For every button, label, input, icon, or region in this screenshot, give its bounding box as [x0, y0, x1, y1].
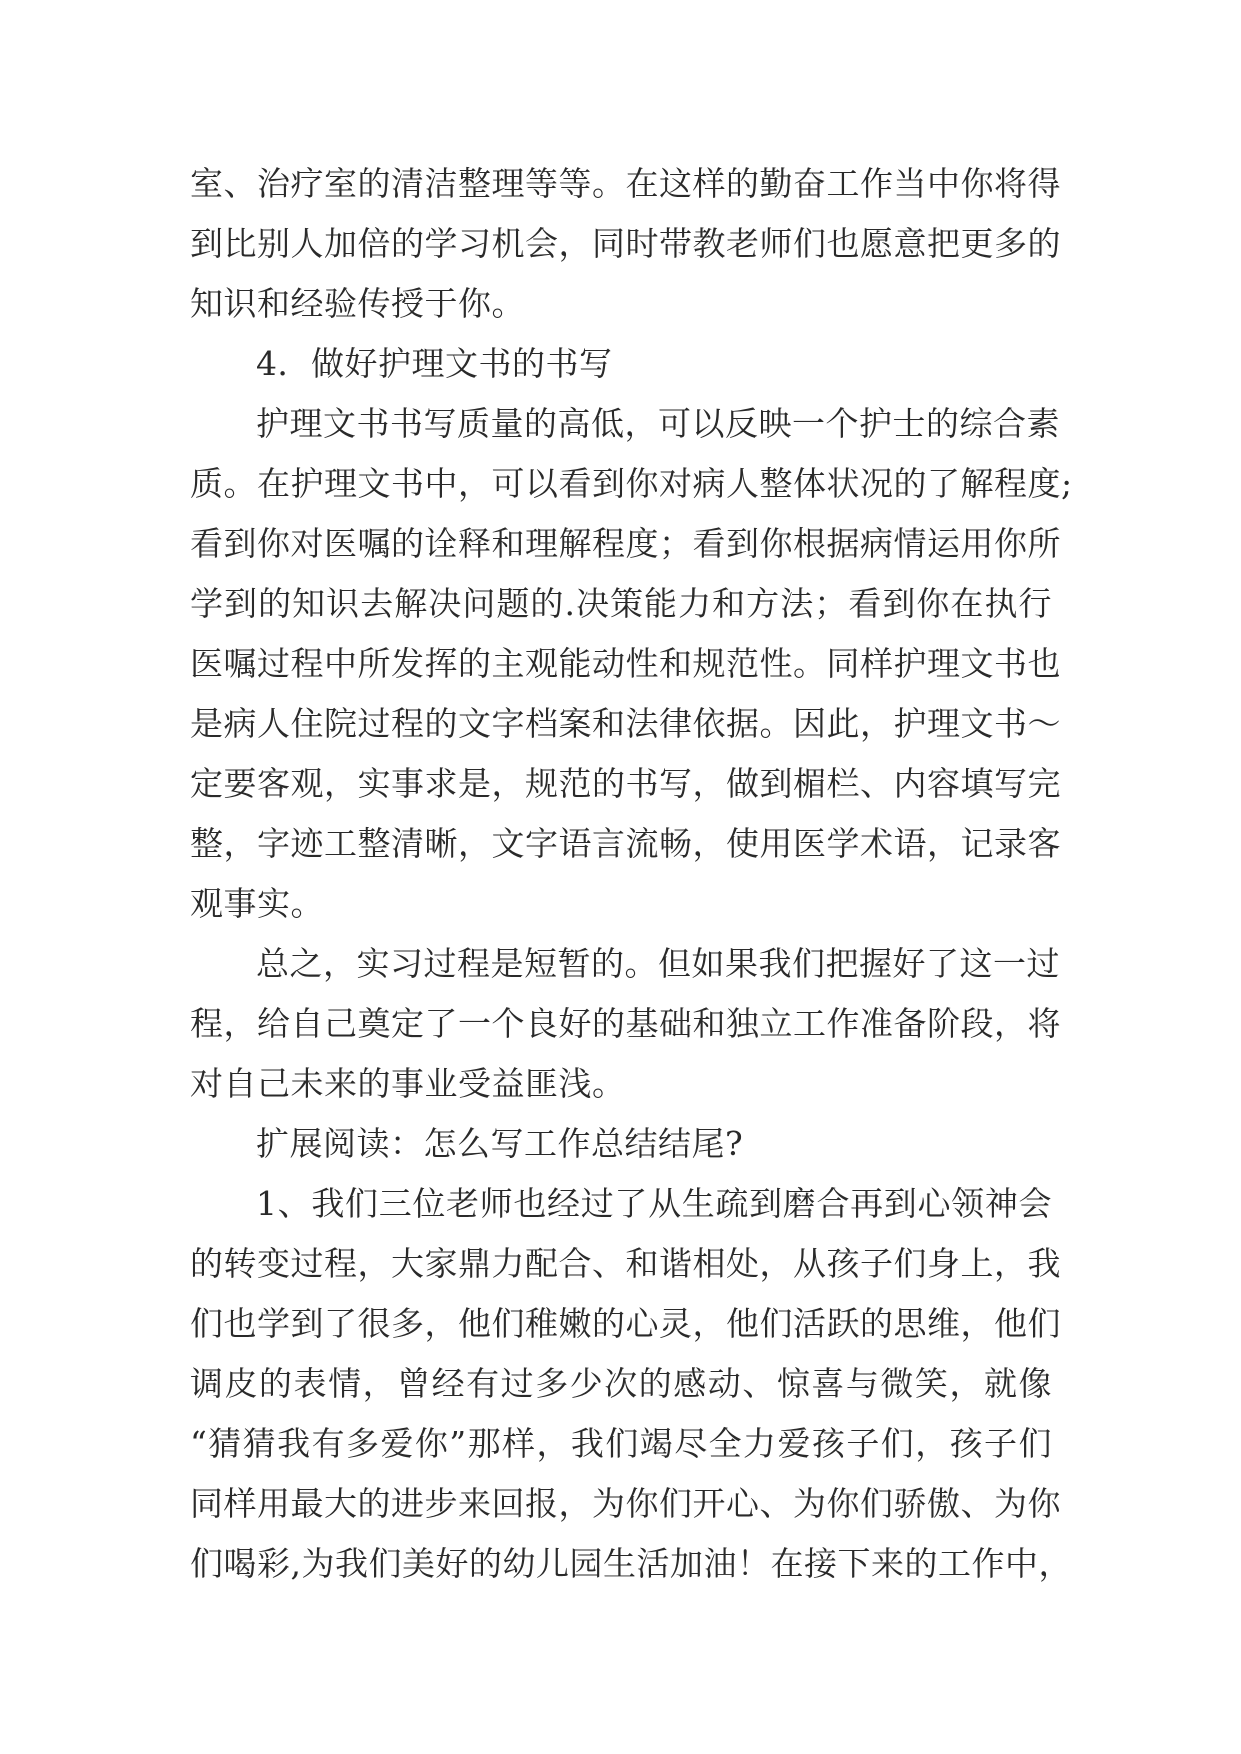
text-line: 室、治疗室的清洁整理等等。在这样的勤奋工作当中你将得: [190, 164, 1061, 203]
text-line: 学到的知识去解决问题的.决策能力和方法；看到你在执行: [190, 584, 1052, 623]
text-line: 对自己未来的事业受益匪浅。: [190, 1064, 626, 1103]
text-line: 看到你对医嘱的诠释和理解程度；看到你根据病情运用你所: [190, 524, 1061, 563]
text-line: 们也学到了很多，他们稚嫩的心灵，他们活跃的思维，他们: [190, 1304, 1061, 1343]
text-line: 们喝彩,为我们美好的幼儿园生活加油！在接下来的工作中，: [190, 1544, 1072, 1583]
document-page: [190, 154, 1073, 1594]
text-line: 整，字迹工整清晰，文字语言流畅，使用医学术语，记录客: [190, 824, 1061, 863]
text-line: 护理文书书写质量的高低，可以反映一个护士的综合素: [256, 404, 1060, 443]
text-line: 的转变过程，大家鼎力配合、和谐相处，从孩子们身上，我: [190, 1244, 1061, 1283]
text-line: 调皮的表情，曾经有过多少次的感动、惊喜与微笑，就像: [190, 1364, 1052, 1403]
text-line: 是病人住院过程的文字档案和法律依据。因此，护理文书～: [190, 704, 1061, 743]
text-line: 同样用最大的进步来回报，为你们开心、为你们骄傲、为你: [190, 1484, 1061, 1523]
section-heading: 扩展阅读：怎么写工作总结结尾?: [256, 1124, 744, 1163]
text-line: 观事实。: [190, 884, 324, 923]
text-line: 到比别人加倍的学习机会，同时带教老师们也愿意把更多的: [190, 224, 1061, 263]
text-line: 医嘱过程中所发挥的主观能动性和规范性。同样护理文书也: [190, 644, 1061, 683]
text-line: 总之，实习过程是短暂的。但如果我们把握好了这一过: [256, 944, 1060, 983]
text-line: 质。在护理文书中，可以看到你对病人整体状况的了解程度;: [190, 464, 1073, 503]
section-heading: 4．做好护理文书的书写: [256, 344, 613, 383]
text-line: 知识和经验传授于你。: [190, 284, 525, 323]
text-line: 程，给自己奠定了一个良好的基础和独立工作准备阶段，将: [190, 1004, 1061, 1043]
text-line: “猜猜我有多爱你”那样，我们竭尽全力爱孩子们，孩子们: [190, 1424, 1052, 1463]
text-line: 定要客观，实事求是，规范的书写，做到楣栏、内容填写完: [190, 764, 1061, 803]
text-line: 1、我们三位老师也经过了从生疏到磨合再到心领神会: [256, 1184, 1052, 1223]
